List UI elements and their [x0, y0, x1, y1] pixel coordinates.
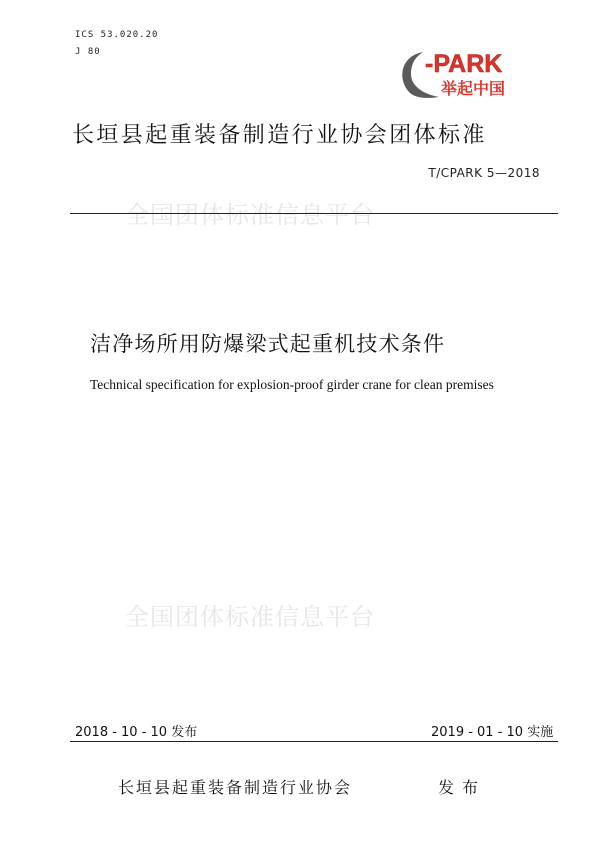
ics-code: ICS 53.020.20	[75, 30, 159, 40]
implement-date: 2019 - 01 - 10 实施	[431, 725, 554, 740]
watermark-top: 全国团体标准信息平台	[125, 201, 375, 229]
cpark-logo	[395, 48, 545, 100]
logo-brand-text: -PARK	[425, 50, 503, 78]
header-divider	[70, 213, 558, 214]
document-title-cn: 洁净场所用防爆梁式起重机技术条件	[90, 332, 446, 356]
document-title-en: Technical specification for explosion-proof girder crane for clean premises	[90, 377, 494, 392]
organization-title: 长垣县起重装备制造行业协会团体标准	[72, 123, 487, 148]
footer-divider	[70, 741, 558, 742]
publisher-name: 长垣县起重装备制造行业协会	[118, 778, 353, 797]
issue-label: 发布	[438, 778, 487, 797]
standard-number: T/CPARK 5—2018	[428, 166, 540, 180]
publish-date: 2018 - 10 - 10 发布	[75, 725, 198, 740]
watermark-bottom: 全国团体标准信息平台	[125, 603, 375, 631]
logo-sub-text: 举起中国	[441, 79, 506, 98]
ccs-code: J 80	[75, 47, 101, 57]
